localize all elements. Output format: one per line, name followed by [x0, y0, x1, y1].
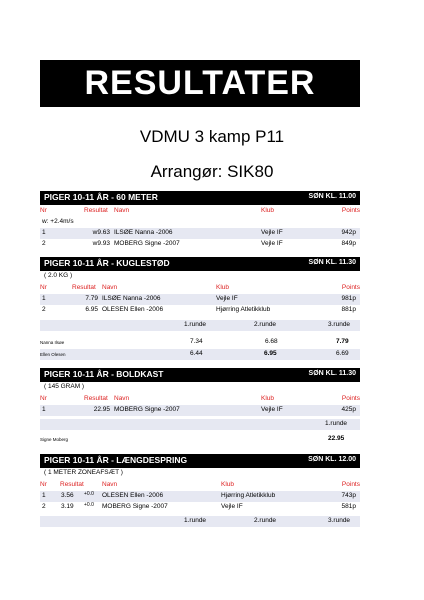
col-name: Navn — [102, 481, 118, 488]
table-row — [40, 491, 360, 502]
table-row — [40, 239, 360, 250]
round-label: 1.runde — [184, 517, 207, 524]
row-result: 3.56 — [61, 492, 74, 499]
column-headers — [40, 206, 360, 217]
table-row — [40, 228, 360, 239]
round-label: 1.runde — [184, 321, 207, 328]
row-name: MOBERG Signe -2007 — [114, 240, 180, 247]
row-nr: 1 — [42, 492, 46, 499]
row-club: Vejle IF — [261, 229, 283, 236]
row-name: ILSØE Nanna -2006 — [102, 295, 161, 302]
row-points: 743p — [341, 492, 356, 499]
round-label: 2.runde — [254, 517, 277, 524]
col-result: Resultat — [72, 284, 96, 291]
row-nr: 1 — [42, 406, 46, 413]
col-club: Klub — [261, 207, 275, 214]
table-row — [40, 405, 360, 416]
rounds-header — [40, 320, 360, 331]
row-points: 981p — [341, 295, 356, 302]
attempt-row — [40, 337, 360, 348]
attempt-athlete: Ellen Olesen — [40, 352, 66, 357]
row-name: OLESEN Ellen -2006 — [102, 306, 164, 313]
row-nr: 1 — [42, 229, 46, 236]
section-time: SØN KL. 11.30 — [308, 370, 356, 377]
row-club: Vejle IF — [216, 295, 238, 302]
row-points: 881p — [341, 306, 356, 313]
wind-note: w: +2.4m/s — [42, 218, 74, 225]
row-name: OLESEN Ellen -2006 — [102, 492, 164, 499]
section-header-60m — [40, 191, 360, 205]
col-points: Points — [341, 284, 360, 291]
attempt-athlete: Signe Moberg — [40, 437, 69, 442]
row-result: 7.79 — [85, 295, 98, 302]
row-result: 6.95 — [85, 306, 98, 313]
col-points: Points — [341, 395, 360, 402]
col-result: Resultat — [84, 395, 108, 402]
section-header-boldkast — [40, 368, 360, 382]
col-nr: Nr — [40, 395, 47, 402]
attempt-value-best: 7.79 — [336, 338, 349, 345]
table-row — [40, 305, 360, 316]
row-name: MOBERG Signe -2007 — [102, 503, 168, 510]
round-label: 2.runde — [254, 321, 277, 328]
row-result: w9.93 — [92, 240, 110, 247]
col-name: Navn — [102, 284, 118, 291]
row-name: MOBERG Signe -2007 — [114, 406, 180, 413]
rounds-header — [40, 419, 360, 430]
attempt-value: 7.34 — [190, 338, 203, 345]
row-result: w9.63 — [92, 229, 110, 236]
col-result: Resultat — [60, 481, 84, 488]
col-points: Points — [341, 481, 360, 488]
row-nr: 2 — [42, 240, 46, 247]
col-name: Navn — [114, 395, 130, 402]
row-nr: 2 — [42, 503, 46, 510]
attempt-row — [40, 434, 360, 445]
row-result: 22.95 — [93, 406, 110, 413]
weight-note: ( 2.0 KG ) — [44, 272, 73, 279]
section-time: SØN KL. 11.00 — [308, 193, 356, 200]
row-club: Vejle IF — [261, 240, 283, 247]
organizer: Arrangør: SIK80 — [150, 162, 274, 181]
section-header-laengdespring — [40, 454, 360, 468]
section-title: PIGER 10-11 ÅR - KUGLESTØD — [44, 258, 170, 268]
section-time: SØN KL. 12.00 — [308, 456, 356, 463]
col-club: Klub — [221, 481, 235, 488]
row-club: Hjørring Atletikklub — [221, 492, 276, 499]
row-nr: 2 — [42, 306, 46, 313]
row-name: ILSØE Nanna -2006 — [114, 229, 173, 236]
row-wind: +0.0 — [84, 491, 94, 497]
attempt-row — [40, 349, 360, 360]
col-club: Klub — [261, 395, 275, 402]
section-title: PIGER 10-11 ÅR - BOLDKAST — [44, 369, 164, 379]
attempt-value: 6.44 — [190, 350, 203, 357]
column-headers — [40, 283, 360, 294]
meet-name: VDMU 3 kamp P11 — [139, 127, 285, 146]
row-club: Hjørring Atletikklub — [216, 306, 271, 313]
row-result: 3.19 — [61, 503, 74, 510]
round-label: 1.runde — [325, 420, 348, 427]
section-header-kuglestod — [40, 257, 360, 271]
table-row — [40, 502, 360, 513]
round-label: 3.runde — [328, 517, 351, 524]
row-club: Vejle IF — [261, 406, 283, 413]
table-row — [40, 294, 360, 305]
attempt-value: 6.69 — [336, 350, 349, 357]
col-nr: Nr — [40, 207, 47, 214]
rounds-header — [40, 516, 360, 527]
page-title: RESULTATER — [40, 60, 360, 107]
row-nr: 1 — [42, 295, 46, 302]
row-club: Vejle IF — [221, 503, 243, 510]
row-points: 425p — [341, 406, 356, 413]
column-headers — [40, 394, 360, 405]
section-title: PIGER 10-11 ÅR - 60 METER — [44, 192, 158, 202]
attempt-value-best: 22.95 — [328, 435, 345, 442]
col-points: Points — [341, 207, 360, 214]
attempt-athlete: Nanna Ilsøe — [40, 340, 65, 345]
round-label: 3.runde — [328, 321, 351, 328]
row-points: 942p — [341, 229, 356, 236]
weight-note: ( 145 GRAM ) — [44, 383, 85, 390]
col-nr: Nr — [40, 284, 47, 291]
col-nr: Nr — [40, 481, 47, 488]
row-points: 849p — [341, 240, 356, 247]
col-name: Navn — [114, 207, 130, 214]
column-headers — [40, 480, 360, 491]
attempt-value-best: 6.95 — [264, 350, 277, 357]
row-wind: +0.0 — [84, 502, 94, 508]
section-title: PIGER 10-11 ÅR - LÆNGDESPRING — [44, 455, 188, 465]
section-time: SØN KL. 11.30 — [308, 259, 356, 266]
attempt-value: 6.68 — [265, 338, 278, 345]
col-result: Resultat — [84, 207, 108, 214]
col-club: Klub — [216, 284, 230, 291]
row-points: 581p — [341, 503, 356, 510]
zone-note: ( 1 METER ZONEAFSÆT ) — [44, 469, 123, 476]
